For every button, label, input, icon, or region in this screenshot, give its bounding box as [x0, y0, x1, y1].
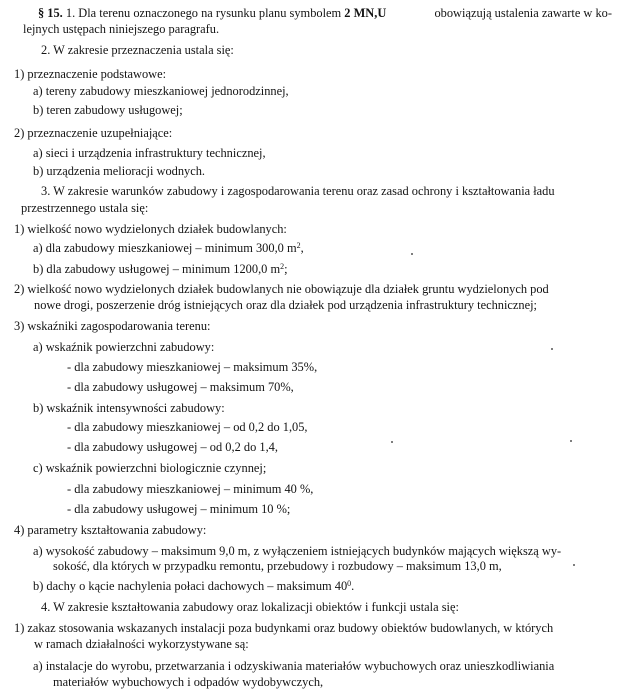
item-3-3-c-1: - dla zabudowy mieszkaniowej – minimum 40 %, [67, 482, 314, 496]
item-3-1-a: a) dla zabudowy mieszkaniowej – minimum 300,0 $m^2$, [33, 241, 304, 255]
item-3-4: 4) parametry kształtowania zabudowy: [14, 523, 207, 537]
item-3-4-b: b) dachy o kącie nachylenia połaci dachowych – maksimum $40^0$. [33, 579, 355, 593]
item-3-3-c: c) wskaźnik powierzchni biologicznie czynnej; [33, 461, 267, 475]
section-4-heading: 4. W zakresie kształtowania zabudowy oraz lokalizacji obiektów i funkcji ustala się: [41, 600, 459, 614]
para-1-line-2: lejnych ustępach niniejszego paragrafu. [23, 22, 220, 36]
item-2-2-b: b) urządzenia melioracji wodnych. [33, 164, 206, 178]
item-3-2-line-1: 2) wielkość nowo wydzielonych działek budowlanych nie obowiązuje dla działek gruntu wydzielonych pod [14, 282, 549, 296]
scan-speck [573, 564, 575, 566]
item-3-3-b-2: - dla zabudowy usługowej – od 0,2 do 1,4, [67, 440, 278, 454]
scan-speck [411, 253, 413, 255]
scan-speck [570, 440, 572, 442]
para-1-text-b: obowiązują ustalenia zawarte w ko- [434, 6, 612, 20]
item-2-1-b: b) teren zabudowy usługowej; [33, 103, 183, 117]
item-3-3: 3) wskaźniki zagospodarowania terenu: [14, 319, 211, 333]
zone-symbol: 2 MN,U [344, 6, 387, 20]
item-2-2-a: a) sieci i urządzenia infrastruktury technicznej, [33, 146, 266, 160]
item-3-3-a: a) wskaźnik powierzchni zabudowy: [33, 340, 215, 354]
item-3-3-b: b) wskaźnik intensywności zabudowy: [33, 401, 225, 415]
item-3-1: 1) wielkość nowo wydzielonych działek budowlanych: [14, 222, 287, 236]
item-3-3-a-1: - dla zabudowy mieszkaniowej – maksimum 35%, [67, 360, 318, 374]
item-2-1-a: a) tereny zabudowy mieszkaniowej jednorodzinnej, [33, 84, 289, 98]
item-2-2: 2) przeznaczenie uzupełniające: [14, 126, 173, 140]
item-3-2-line-2: nowe drogi, poszerzenie dróg istniejących oraz dla działek pod urządzenia infrastruktury technicznej; [34, 298, 537, 312]
item-3-1-b: b) dla zabudowy usługowej – minimum 1200,0 $m^2$; [33, 262, 288, 276]
item-4-1-a-line-1: a) instalacje do wyrobu, przetwarzania i odzyskiwania materiałów wybuchowych oraz unieszkodliwiania [33, 659, 555, 673]
item-4-1-line-1: 1) zakaz stosowania wskazanych instalacji poza budynkami oraz budowy obiektów budowlanych, w których [14, 621, 554, 635]
item-4-1-a-line-2: materiałów wybuchowych i odpadów wydobywczych, [53, 675, 324, 689]
para-1-line-1 [38, 6, 612, 22]
section-number: § 15. [38, 6, 63, 20]
item-3-4-a-line-1: a) wysokość zabudowy – maksimum 9,0 m, z wyłączeniem istniejących budynków mających większą wy- [33, 544, 562, 558]
section-3-line-2: przestrzennego ustala się: [21, 201, 149, 215]
scan-speck [551, 348, 553, 350]
item-3-3-c-2: - dla zabudowy usługowej – minimum 10 %; [67, 502, 291, 516]
item-2-1: 1) przeznaczenie podstawowe: [14, 67, 167, 81]
para-1-text-a: 1. Dla terenu oznaczonego na rysunku planu symbolem [65, 6, 342, 20]
item-4-1-line-2: w ramach działalności wykorzystywane są: [34, 637, 249, 651]
item-3-3-a-2: - dla zabudowy usługowej – maksimum 70%, [67, 380, 294, 394]
scan-speck [391, 441, 393, 443]
section-3-line-1: 3. W zakresie warunków zabudowy i zagospodarowania terenu oraz zasad ochrony i kształtowania ładu [41, 184, 555, 198]
item-3-3-b-1: - dla zabudowy mieszkaniowej – od 0,2 do 1,05, [67, 420, 308, 434]
section-2-heading: 2. W zakresie przeznaczenia ustala się: [41, 43, 234, 57]
item-3-4-a-line-2: sokość, dla których w przypadku remontu, przebudowy i rozbudowy – maksimum 13,0 m, [53, 559, 502, 573]
